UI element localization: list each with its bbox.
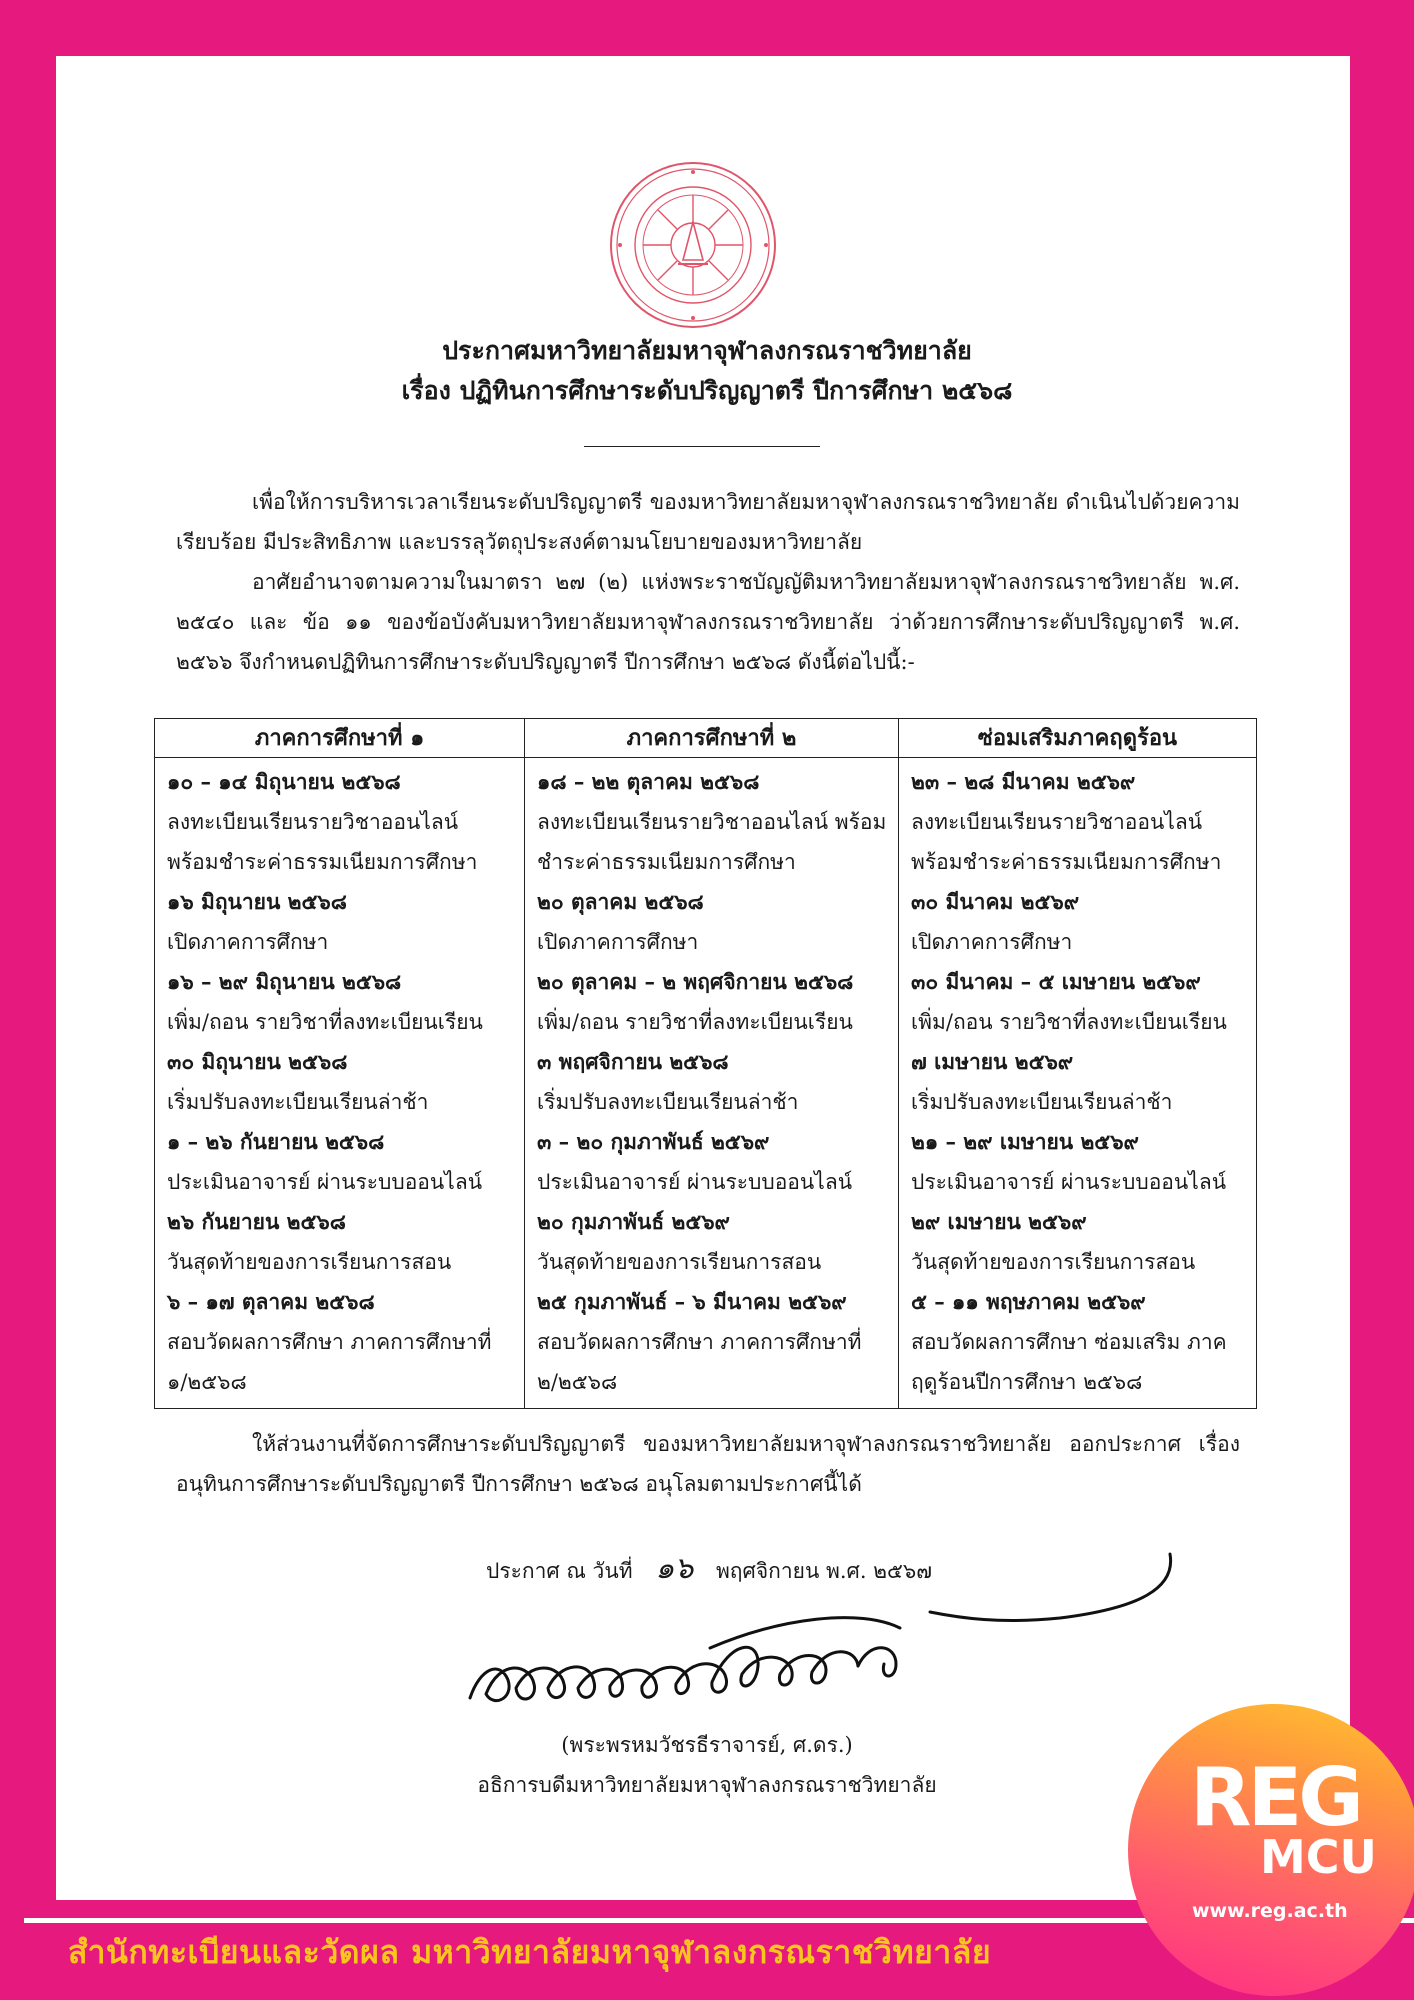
calendar-entry	[537, 1282, 888, 1402]
calendar-entry	[911, 882, 1246, 962]
entry-text: เปิดภาคการศึกษา	[537, 930, 699, 954]
calendar-entry	[911, 1042, 1246, 1122]
preamble-text-1: เพื่อให้การบริหารเวลาเรียนระดับปริญญาตรี ของมหาวิทยาลัยมหาจุฬาลงกรณราชวิทยาลัย ดำเนินไปด้วยความเรียบร้อย มีประสิทธิภาพ และบรรลุวัตถุประสงค์ตามนโยบายของมหาวิทยาลัย	[176, 490, 1240, 554]
date-suffix: พฤศจิกายน พ.ศ. ๒๕๖๗	[715, 1559, 933, 1583]
entry-date: ๑๘ – ๒๒ ตุลาคม ๒๕๖๘	[537, 769, 760, 794]
date-prefix: ประกาศ ณ วันที่	[486, 1559, 633, 1583]
calendar-entry	[911, 1282, 1246, 1402]
entry-date: ๗ เมษายน ๒๕๖๙	[911, 1049, 1074, 1074]
entry-date: ๒๐ ตุลาคม ๒๕๖๘	[537, 889, 704, 914]
announcement-title: ประกาศมหาวิทยาลัยมหาจุฬาลงกรณราชวิทยาลัย	[442, 336, 972, 365]
entry-text: เพิ่ม/ถอน รายวิชาที่ลงทะเบียนเรียน	[911, 1010, 1227, 1034]
handwritten-day: ๑๖	[655, 1551, 694, 1586]
entry-text: เปิดภาคการศึกษา	[911, 930, 1073, 954]
entry-text: ลงทะเบียนเรียนรายวิชาออนไลน์ พร้อมชำระค่าธรรมเนียมการศึกษา	[911, 810, 1222, 874]
entry-text: ลงทะเบียนเรียนรายวิชาออนไลน์ พร้อมชำระค่าธรรมเนียมการศึกษา	[167, 810, 478, 874]
entry-text: เพิ่ม/ถอน รายวิชาที่ลงทะเบียนเรียน	[167, 1010, 483, 1034]
announcement-subject: เรื่อง ปฏิทินการศึกษาระดับปริญญาตรี ปีการศึกษา ๒๕๖๘	[401, 376, 1013, 405]
footer-office-name: สำนักทะเบียนและวัดผล มหาวิทยาลัยมหาจุฬาลงกรณราชวิทยาลัย	[68, 1933, 992, 1971]
badge-mcu-text: MCU	[1260, 1830, 1377, 1884]
calendar-entry	[167, 1042, 514, 1122]
entry-text: สอบวัดผลการศึกษา ภาคการศึกษาที่ ๑/๒๕๖๘	[167, 1330, 492, 1394]
entry-text: เปิดภาคการศึกษา	[167, 930, 329, 954]
preamble-paragraph-2	[176, 562, 1240, 682]
closing-text: ให้ส่วนงานที่จัดการศึกษาระดับปริญญาตรี ของมหาวิทยาลัยมหาจุฬาลงกรณราชวิทยาลัย ออกประกาศ เรื่อง อนุทินการศึกษาระดับปริญญาตรี ปีการศึกษา ๒๕๖๘ อนุโลมตามประกาศนี้ได้	[176, 1432, 1240, 1496]
university-seal-icon	[608, 160, 778, 330]
entry-date: ๒๕ กุมภาพันธ์ – ๖ มีนาคม ๒๕๖๙	[537, 1289, 847, 1314]
entry-date: ๑๖ มิถุนายน ๒๕๖๘	[167, 889, 347, 914]
badge-reg-text: REG	[1190, 1751, 1360, 1844]
entry-text: เริ่มปรับลงทะเบียนเรียนล่าช้า	[537, 1090, 799, 1114]
calendar-entry	[911, 1202, 1246, 1282]
entry-date: ๖ – ๑๗ ตุลาคม ๒๕๖๘	[167, 1289, 375, 1314]
entry-date: ๓ – ๒๐ กุมภาพันธ์ ๒๕๖๙	[537, 1129, 770, 1154]
calendar-entry	[537, 962, 888, 1042]
entry-date: ๒๐ ตุลาคม – ๒ พฤศจิกายน ๒๕๖๘	[537, 969, 854, 994]
calendar-entry	[911, 1122, 1246, 1202]
semester-1-column	[155, 758, 525, 1409]
handwritten-signature	[460, 1548, 1180, 1728]
entry-date: ๓๐ มิถุนายน ๒๕๖๘	[167, 1049, 348, 1074]
calendar-entry	[537, 1122, 888, 1202]
entry-text: วันสุดท้ายของการเรียนการสอน	[911, 1250, 1196, 1274]
academic-calendar-table	[154, 718, 1257, 1409]
signer-name: (พระพรหมวัชรธีราจารย์, ศ.ดร.)	[561, 1733, 853, 1757]
signer-title: อธิการบดีมหาวิทยาลัยมหาจุฬาลงกรณราชวิทยาลัย	[477, 1773, 937, 1797]
calendar-entry	[537, 1042, 888, 1122]
entry-text: ประเมินอาจารย์ ผ่านระบบออนไลน์	[167, 1170, 483, 1194]
calendar-entry	[537, 762, 888, 882]
calendar-entry	[537, 1202, 888, 1282]
entry-text: ประเมินอาจารย์ ผ่านระบบออนไลน์	[911, 1170, 1227, 1194]
entry-text: สอบวัดผลการศึกษา ภาคการศึกษาที่ ๒/๒๕๖๘	[537, 1330, 862, 1394]
closing-paragraph	[176, 1424, 1240, 1504]
entry-date: ๑ – ๒๖ กันยายน ๒๕๖๘	[167, 1129, 385, 1154]
semester-2-column	[525, 758, 899, 1409]
entry-date: ๒๓ – ๒๘ มีนาคม ๒๕๖๙	[911, 769, 1136, 794]
entry-text: วันสุดท้ายของการเรียนการสอน	[167, 1250, 452, 1274]
summer-column	[899, 758, 1257, 1409]
entry-text: เริ่มปรับลงทะเบียนเรียนล่าช้า	[167, 1090, 429, 1114]
entry-text: วันสุดท้ายของการเรียนการสอน	[537, 1250, 822, 1274]
calendar-entry	[167, 762, 514, 882]
entry-date: ๒๖ กันยายน ๒๕๖๘	[167, 1209, 346, 1234]
entry-date: ๕ – ๑๑ พฤษภาคม ๒๕๖๙	[911, 1289, 1146, 1314]
entry-text: เริ่มปรับลงทะเบียนเรียนล่าช้า	[911, 1090, 1173, 1114]
calendar-entry	[911, 962, 1246, 1042]
calendar-entry	[911, 762, 1246, 882]
calendar-entry	[167, 1202, 514, 1282]
entry-date: ๑๖ – ๒๙ มิถุนายน ๒๕๖๘	[167, 969, 402, 994]
entry-text: ลงทะเบียนเรียนรายวิชาออนไลน์ พร้อมชำระค่าธรรมเนียมการศึกษา	[537, 810, 887, 874]
entry-date: ๒๑ – ๒๙ เมษายน ๒๕๖๙	[911, 1129, 1139, 1154]
title-divider	[584, 446, 820, 447]
entry-date: ๓๐ มีนาคม ๒๕๖๙	[911, 889, 1080, 914]
calendar-entry	[167, 962, 514, 1042]
column-header-semester-1: ภาคการศึกษาที่ ๑	[155, 719, 525, 758]
entry-date: ๓๐ มีนาคม – ๕ เมษายน ๒๕๖๙	[911, 969, 1201, 994]
calendar-entry	[167, 1122, 514, 1202]
preamble-text-2: อาศัยอำนาจตามความในมาตรา ๒๗ (๒) แห่งพระราชบัญญัติมหาวิทยาลัยมหาจุฬาลงกรณราชวิทยาลัย พ.ศ. ๒๕๔๐ และ ข้อ ๑๑ ของข้อบังคับมหาวิทยาลัยมหาจุฬาลงกรณราชวิทยาลัย ว่าด้วยการศึกษาระดับปริญญาตรี พ.ศ. ๒๕๖๖ จึงกำหนดปฏิทินการศึกษาระดับปริญญาตรี ปีการศึกษา ๒๕๖๘ ดังนี้ต่อไปนี้:-	[176, 570, 1240, 674]
preamble-paragraph-1	[176, 482, 1240, 562]
entry-date: ๒๐ กุมภาพันธ์ ๒๕๖๙	[537, 1209, 730, 1234]
entry-text: สอบวัดผลการศึกษา ซ่อมเสริม ภาคฤดูร้อนปีการศึกษา ๒๕๖๘	[911, 1330, 1227, 1394]
calendar-entry	[537, 882, 888, 962]
entry-text: เพิ่ม/ถอน รายวิชาที่ลงทะเบียนเรียน	[537, 1010, 853, 1034]
entry-text: ประเมินอาจารย์ ผ่านระบบออนไลน์	[537, 1170, 853, 1194]
badge-url: www.reg.ac.th	[1192, 1900, 1348, 1922]
column-header-semester-2: ภาคการศึกษาที่ ๒	[525, 719, 899, 758]
column-header-summer: ซ่อมเสริมภาคฤดูร้อน	[899, 719, 1257, 758]
calendar-entry	[167, 1282, 514, 1402]
entry-date: ๒๙ เมษายน ๒๕๖๙	[911, 1209, 1087, 1234]
reg-mcu-logo-badge	[1128, 1704, 1414, 1996]
entry-date: ๓ พฤศจิกายน ๒๕๖๘	[537, 1049, 729, 1074]
entry-date: ๑๐ – ๑๔ มิถุนายน ๒๕๖๘	[167, 769, 401, 794]
calendar-entry	[167, 882, 514, 962]
